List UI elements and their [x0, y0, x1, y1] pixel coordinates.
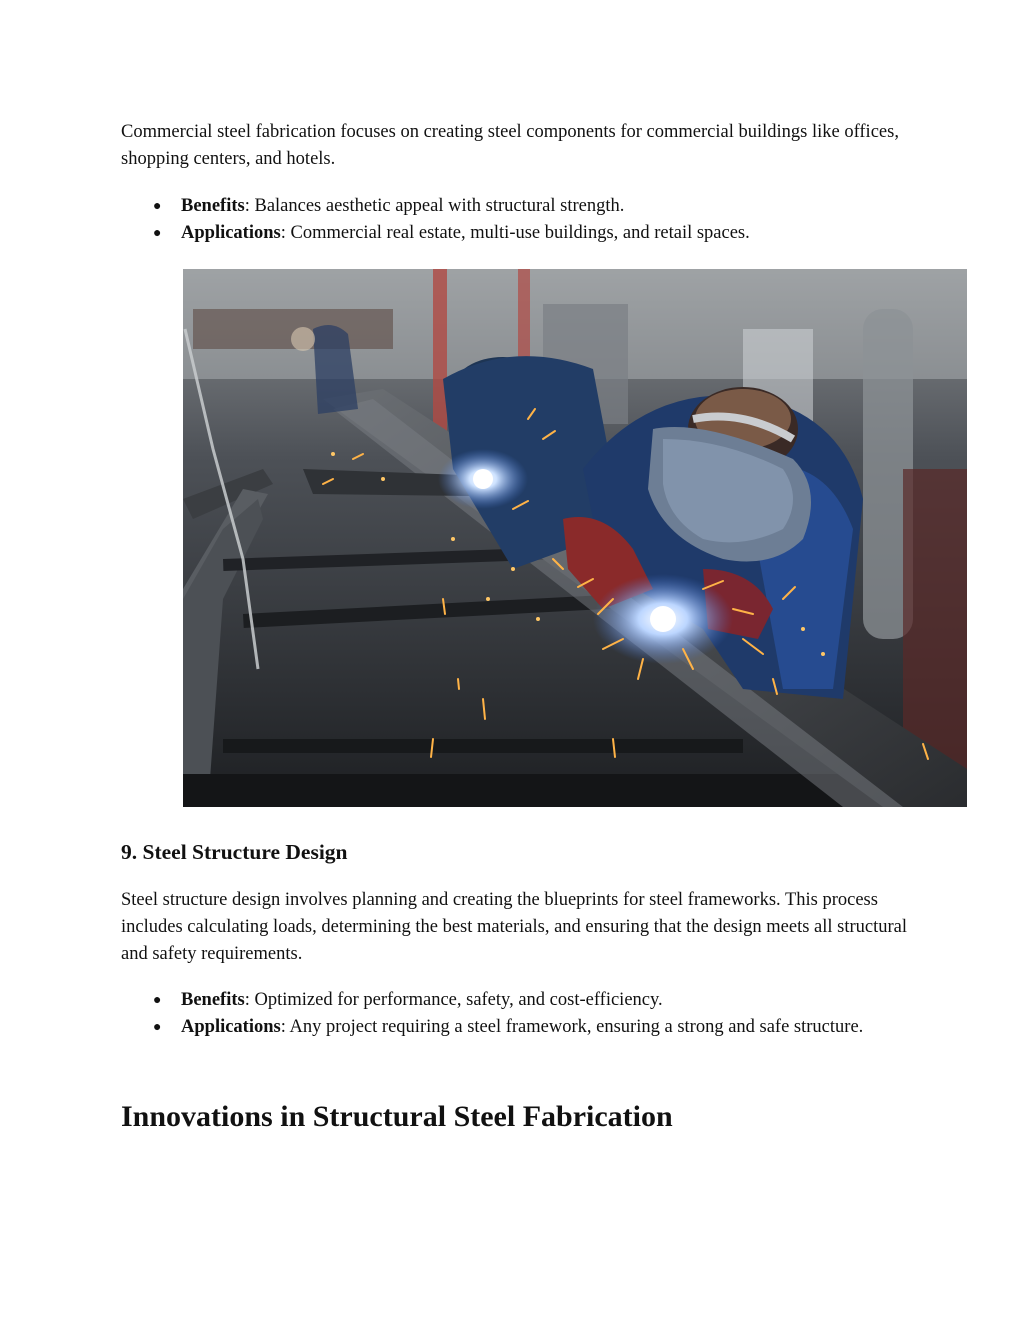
- bullet-icon: ●: [153, 993, 162, 1008]
- bullet-label: Applications: [181, 223, 281, 243]
- section-paragraph: Steel structure design involves planning and creating the blueprints for steel frameworks. This process includes calculating loads, determining the best materials, and ensuring that the design meets all structural and safety requirements.: [121, 890, 908, 964]
- section-bullet-list: [121, 987, 911, 1041]
- list-item: [121, 987, 911, 1014]
- bullet-text: : Balances aesthetic appeal with structural strength.: [244, 196, 625, 216]
- bullet-icon: ●: [153, 226, 162, 241]
- bullet-text: : Optimized for performance, safety, and cost-efficiency.: [244, 990, 663, 1010]
- bullet-label: Benefits: [181, 990, 245, 1010]
- bullet-text: : Commercial real estate, multi-use buildings, and retail spaces.: [280, 223, 750, 243]
- welder-photo: [183, 269, 967, 807]
- section-heading: 9. Steel Structure Design: [121, 840, 348, 864]
- bullet-text: : Any project requiring a steel framework, ensuring a strong and safe structure.: [280, 1017, 864, 1037]
- intro-paragraph: Commercial steel fabrication focuses on creating steel components for commercial buildings like offices, shopping centers, and hotels.: [121, 122, 899, 169]
- list-item: [121, 1014, 911, 1041]
- list-item: [121, 193, 911, 220]
- intro-bullet-list: [121, 193, 911, 247]
- next-section-heading: Innovations in Structural Steel Fabrication: [121, 1100, 673, 1133]
- bullet-icon: ●: [153, 199, 162, 214]
- list-item: [121, 220, 911, 247]
- bullet-label: Benefits: [181, 196, 245, 216]
- bullet-label: Applications: [181, 1017, 281, 1037]
- bullet-icon: ●: [153, 1020, 162, 1035]
